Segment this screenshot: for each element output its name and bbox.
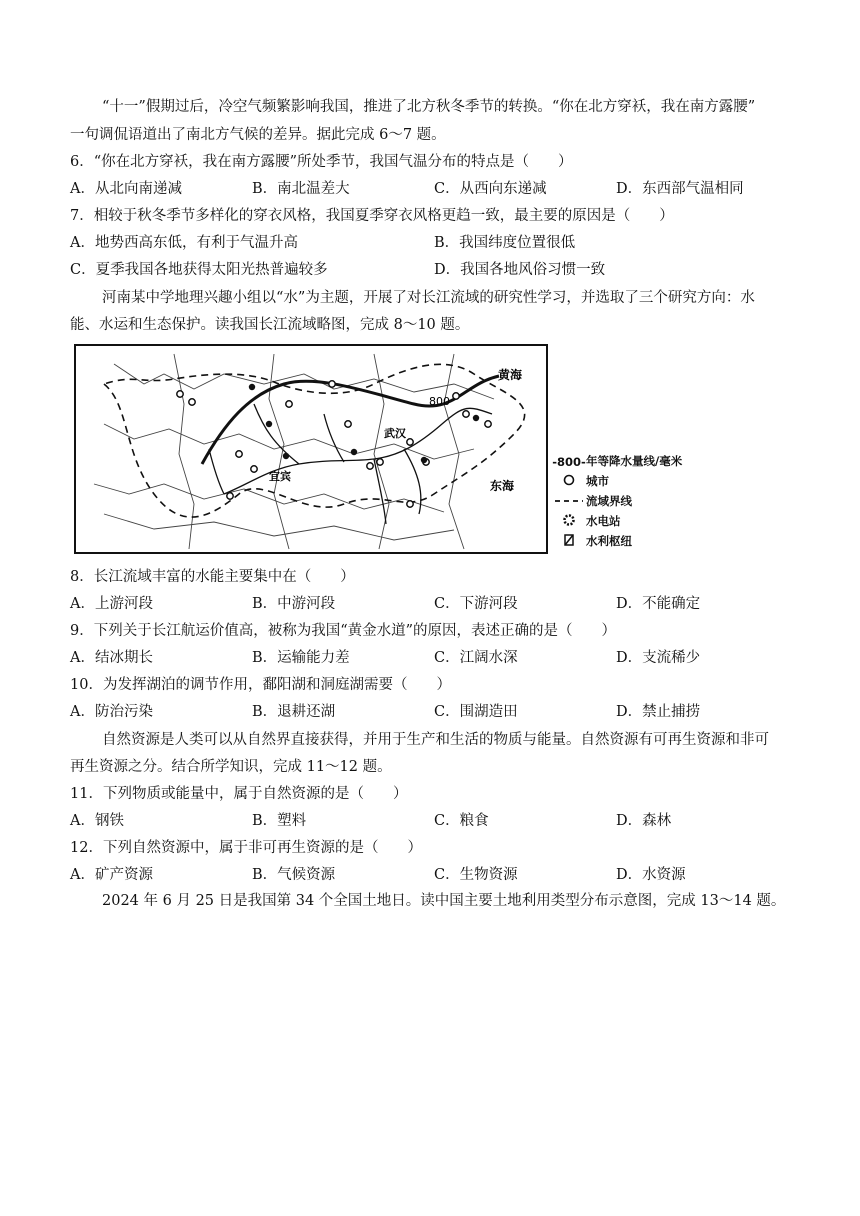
q6-option-d[interactable]: D．东西部气温相同 <box>616 181 744 197</box>
q12-stem: 12．下列自然资源中，属于非可再生资源的是（ ） <box>70 840 422 856</box>
q7-options-row1 <box>70 232 810 254</box>
q7-option-a[interactable]: A．地势西高东低，有利于气温升高 <box>70 235 298 251</box>
legend-isoline: -800-年等降水量线/毫米 <box>552 454 683 469</box>
q6-stem: 6．“你在北方穿袄，我在南方露腰”所处季节，我国气温分布的特点是（ ） <box>70 154 573 170</box>
q11-stem: 11．下列物质或能量中，属于自然资源的是（ ） <box>70 786 408 802</box>
q7-stem: 7．相较于秋冬季节多样化的穿衣风格，我国夏季穿衣风格更趋一致，最主要的原因是（ ） <box>70 208 674 224</box>
legend-hub: 水利枢纽 <box>552 532 632 550</box>
map-frame <box>75 345 547 553</box>
intro3-line1: 自然资源是人类可以从自然界直接获得，并用于生产和生活的物质与能量。自然资源有可再生资源和非可 <box>102 732 769 748</box>
yellow-sea-label: 黄海 <box>498 368 523 382</box>
q7-options-row2 <box>70 259 810 281</box>
q10-stem: 10．为发挥湖泊的调节作用，鄱阳湖和洞庭湖需要（ ） <box>70 677 451 693</box>
q11-options <box>70 810 810 832</box>
q9-option-c[interactable]: C．江阔水深 <box>434 650 518 666</box>
intro3-line2: 再生资源之分。结合所学知识，完成 11～12 题。 <box>70 759 392 775</box>
q9-option-b[interactable]: B．运输能力差 <box>252 650 350 666</box>
q8-options <box>70 593 810 615</box>
q9-option-a[interactable]: A．结冰期长 <box>70 650 153 666</box>
hub-dam-icon <box>552 533 586 552</box>
intro2-line1: 河南某中学地理兴趣小组以“水”为主题，开展了对长江流域的研究性学习，并选取了三个研究方向：水 <box>102 290 755 306</box>
q8-option-a[interactable]: A．上游河段 <box>70 596 153 612</box>
q11-option-a[interactable]: A．钢铁 <box>70 813 124 829</box>
q6-option-a[interactable]: A．从北向南递减 <box>70 181 182 197</box>
q8-stem: 8．长江流域丰富的水能主要集中在（ ） <box>70 569 355 585</box>
q10-option-a[interactable]: A．防治污染 <box>70 704 153 720</box>
q6-option-b[interactable]: B．南北温差大 <box>252 181 350 197</box>
q12-option-a[interactable]: A．矿产资源 <box>70 867 153 883</box>
map-legend <box>552 452 752 556</box>
q11-option-d[interactable]: D．森林 <box>616 813 672 829</box>
legend-city: 城市 <box>552 472 609 490</box>
q6-option-c[interactable]: C．从西向东递减 <box>434 181 547 197</box>
q9-options <box>70 647 810 669</box>
q11-option-c[interactable]: C．粮食 <box>434 813 489 829</box>
q12-option-c[interactable]: C．生物资源 <box>434 867 518 883</box>
legend-hydro: 水电站 <box>552 512 621 530</box>
q12-option-d[interactable]: D．水资源 <box>616 867 686 883</box>
legend-boundary: 流域界线 <box>552 492 632 510</box>
q7-option-b[interactable]: B．我国纬度位置很低 <box>434 235 576 251</box>
q7-option-c[interactable]: C．夏季我国各地获得太阳光热普遍较多 <box>70 262 328 278</box>
city-circle-icon <box>552 473 586 492</box>
q10-option-d[interactable]: D．禁止捕捞 <box>616 704 701 720</box>
q9-option-d[interactable]: D．支流稀少 <box>616 650 701 666</box>
yangtze-basin-map <box>74 344 548 554</box>
q10-options <box>70 701 810 723</box>
intro1-line2: 一句调侃语道出了南北方气候的差异。据此完成 6～7 题。 <box>70 127 446 143</box>
q12-options <box>70 864 810 886</box>
q8-option-c[interactable]: C．下游河段 <box>434 596 518 612</box>
intro2-line2: 能、水运和生态保护。读我国长江流域略图，完成 8～10 题。 <box>70 317 470 333</box>
intro4-line1: 2024 年 6 月 25 日是我国第 34 个全国土地日。读中国主要土地利用类型分布示意图，完成 13～14 题。 <box>102 893 786 909</box>
q11-option-b[interactable]: B．塑料 <box>252 813 307 829</box>
q9-stem: 9．下列关于长江航运价值高，被称为我国“黄金水道”的原因，表述正确的是（ ） <box>70 623 617 639</box>
q7-option-d[interactable]: D．我国各地风俗习惯一致 <box>434 262 606 278</box>
q12-option-b[interactable]: B．气候资源 <box>252 867 336 883</box>
q10-option-c[interactable]: C．围湖造田 <box>434 704 518 720</box>
yichang-label: 宜宾 <box>269 470 291 483</box>
east-sea-label: 东海 <box>490 479 515 493</box>
hydro-gear-icon <box>552 513 586 532</box>
isoline-symbol: -800- <box>552 455 586 469</box>
isoline-label: 800 <box>429 395 450 408</box>
dashed-line-icon <box>552 493 586 511</box>
q6-options <box>70 178 810 200</box>
q10-option-b[interactable]: B．退耕还湖 <box>252 704 336 720</box>
intro1-line1: “十一”假期过后，冷空气频繁影响我国，推进了北方秋冬季节的转换。“你在北方穿袄，我在南方露腰” <box>102 99 756 115</box>
q8-option-d[interactable]: D．不能确定 <box>616 596 701 612</box>
q8-option-b[interactable]: B．中游河段 <box>252 596 336 612</box>
wuhan-label: 武汉 <box>384 427 406 440</box>
